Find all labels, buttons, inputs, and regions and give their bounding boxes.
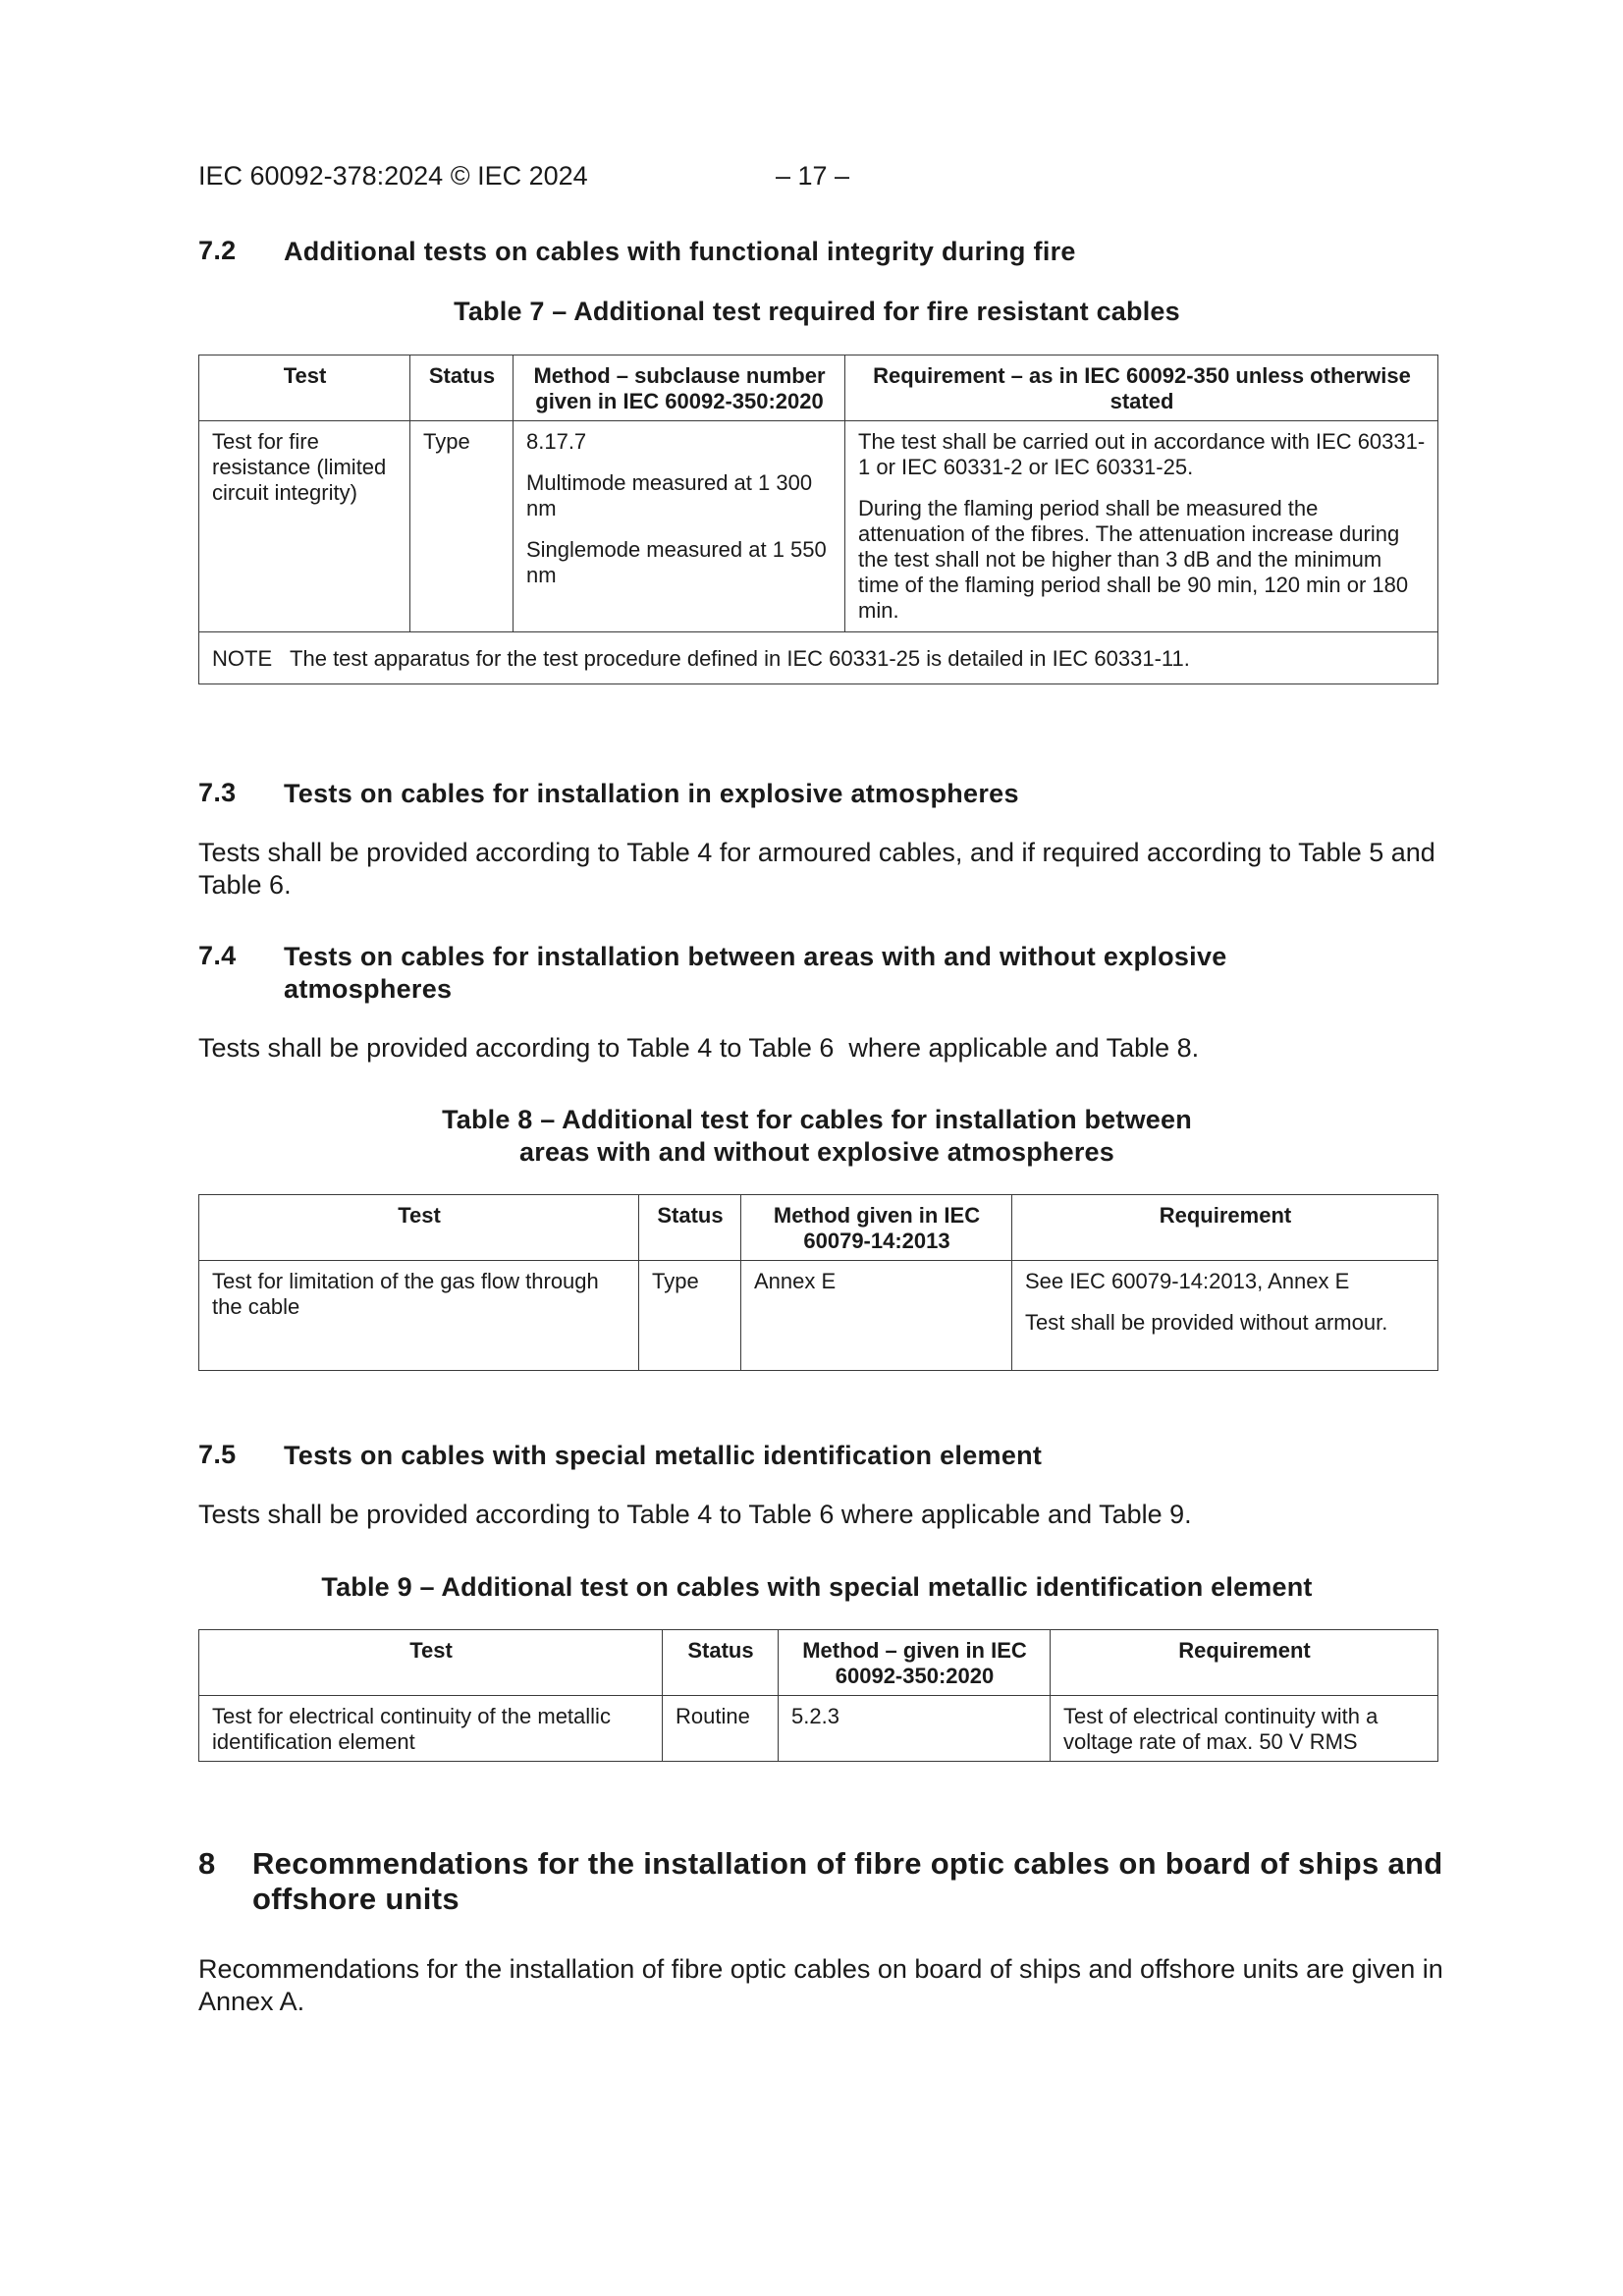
section-title: Tests on cables for installation in explosive atmospheres [284,779,1019,808]
table-9 [198,1629,1438,1762]
table-header-row [199,355,1438,421]
requirement-text: Test shall be provided without armour. [1025,1310,1388,1335]
section-title: Tests on cables with special metallic identification element [284,1441,1043,1470]
caption-line: Table 8 – Additional test for cables for installation between [442,1105,1192,1134]
requirement-text: During the flaming period shall be measured the attenuation of the fibres. The attenuation increase during the test shall not be higher than 3 dB and the minimum time of the flaming period shall be 90 min, 120 min or 180 min. [858,496,1409,623]
column-header: Requirement [1051,1630,1438,1696]
section-number: 7.4 [198,941,237,970]
section-title: Additional tests on cables with functional integrity during fire [284,237,1076,266]
section-7-5-heading [0,1440,1623,1473]
section-7-2-heading [0,236,1623,269]
section-number: 8 [198,1846,216,1881]
table-cell-status: Type [639,1261,741,1371]
table-cell-test: Test for limitation of the gas flow through the cable [199,1261,639,1371]
method-text: 8.17.7 [526,429,587,454]
section-number: 7.5 [198,1440,237,1469]
table-cell-method: 5.2.3 [779,1696,1051,1762]
table-8-caption [198,1104,1435,1169]
running-header: IEC 60092-378:2024 © IEC 2024 [198,161,588,191]
section-7-3-body: Tests shall be provided according to Table 4 for armoured cables, and if required according to Table 5 and Table 6. [198,838,1435,900]
section-7-5-body: Tests shall be provided according to Table 4 to Table 6 where applicable and Table 9. [198,1500,1192,1529]
table-7-caption: Table 7 – Additional test required for fire resistant cables [454,297,1180,326]
column-header: Method – given in IEC 60092-350:2020 [779,1630,1051,1696]
requirement-text: The test shall be carried out in accordance with IEC 60331-1 or IEC 60331-2 or IEC 60331-25. [858,429,1426,479]
column-header: Method given in IEC 60079-14:2013 [741,1195,1012,1261]
table-cell-status: Type [410,421,514,632]
table-cell-status: Routine [663,1696,779,1762]
section-7-4-body: Tests shall be provided according to Table 4 to Table 6 where applicable and Table 8. [198,1033,1200,1063]
column-header: Requirement [1012,1195,1438,1261]
table-cell-requirement: Test of electrical continuity with a voltage rate of max. 50 V RMS [1051,1696,1438,1762]
section-number: 7.3 [198,778,237,807]
table-9-caption: Table 9 – Additional test on cables with special metallic identification element [321,1572,1313,1602]
table-7 [198,355,1438,684]
requirement-text: See IEC 60079-14:2013, Annex E [1025,1269,1350,1293]
column-header: Requirement – as in IEC 60092-350 unless otherwise stated [845,355,1438,421]
table-note-row [199,632,1438,684]
table-cell-requirement [1012,1261,1438,1371]
table-cell-requirement [845,421,1438,632]
column-header: Status [410,355,514,421]
table-cell-method: Annex E [741,1261,1012,1371]
section-8-heading [0,1846,1623,1919]
section-8-body: Recommendations for the installation of fibre optic cables on board of ships and offshore units are given in Annex A. [198,1954,1443,2016]
page-number: – 17 – [776,161,850,191]
column-header: Status [639,1195,741,1261]
table-8 [198,1194,1438,1371]
table-header-row [199,1195,1438,1261]
table-cell-method [514,421,845,632]
method-text: Singlemode measured at 1 550 nm [526,537,827,587]
caption-line: areas with and without explosive atmospheres [519,1137,1114,1167]
column-header: Test [199,1630,663,1696]
section-7-3-heading [0,778,1623,811]
table-note: NOTE The test apparatus for the test procedure defined in IEC 60331-25 is detailed in IEC 60331-11. [199,632,1438,684]
column-header: Test [199,355,410,421]
column-header: Method – subclause number given in IEC 60092-350:2020 [514,355,845,421]
table-cell-test: Test for fire resistance (limited circuit integrity) [199,421,410,632]
table-row [199,1261,1438,1371]
column-header: Test [199,1195,639,1261]
table-header-row [199,1630,1438,1696]
method-text: Multimode measured at 1 300 nm [526,470,813,520]
table-cell-test: Test for electrical continuity of the metallic identification element [199,1696,663,1762]
column-header: Status [663,1630,779,1696]
section-number: 7.2 [198,236,237,265]
section-title: Tests on cables for installation between areas with and without explosive atmospheres [284,942,1227,1004]
section-title: Recommendations for the installation of fibre optic cables on board of ships and offshore units [252,1846,1443,1916]
table-row [199,421,1438,632]
section-7-4-heading [0,941,1623,1008]
table-row [199,1696,1438,1762]
